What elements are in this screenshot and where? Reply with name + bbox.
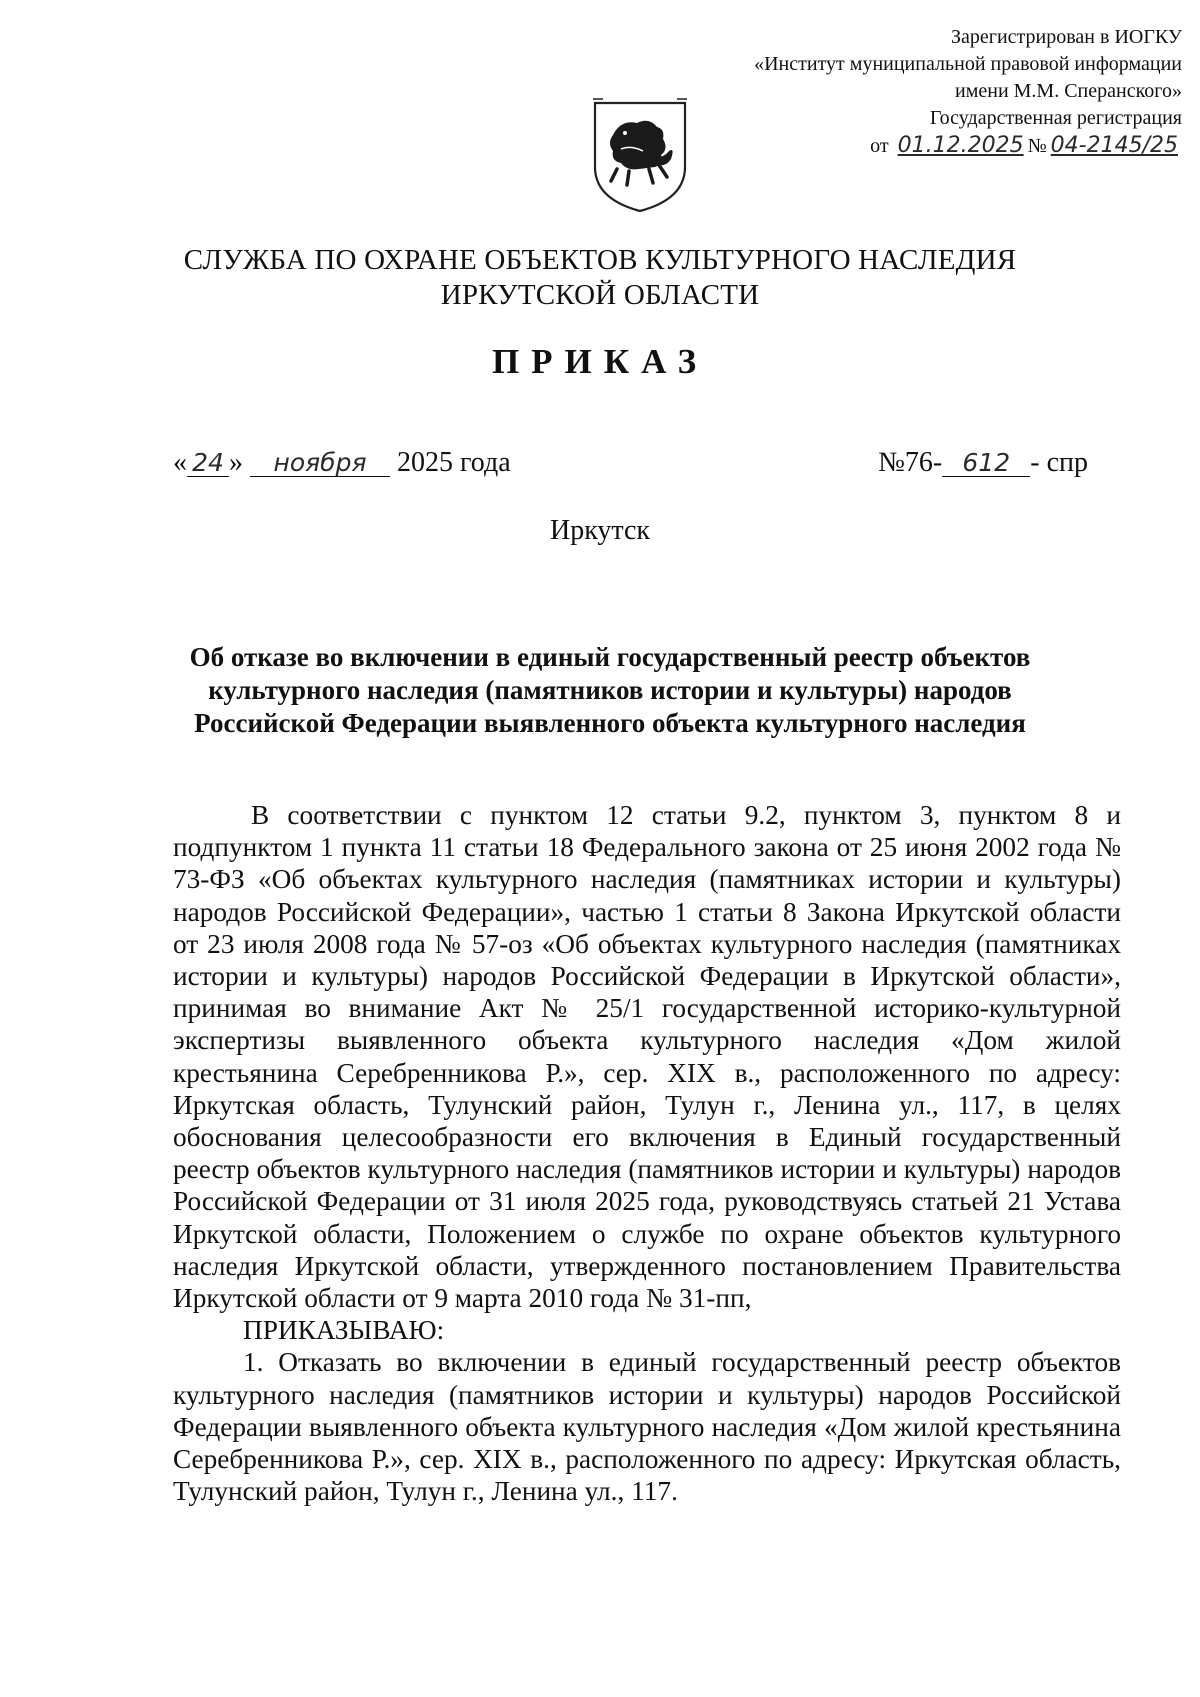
order-day: 24 — [187, 450, 229, 477]
order-month: ноября — [250, 450, 390, 477]
registration-line: «Институт муниципальной правовой информации — [754, 53, 1182, 75]
registration-from-label: от — [870, 135, 889, 157]
registration-number: 04-2145/25 — [1050, 133, 1178, 158]
registration-date: 01.12.2025 — [897, 133, 1024, 158]
registration-line: Государственная регистрация — [929, 107, 1182, 129]
order-number-suffix: - спр — [1030, 447, 1088, 478]
date-quote-open: « — [173, 447, 187, 478]
document-title: Об отказе во включении в единый государственный реестр объектов культурного наследия (памятников истории и культуры) народов Российской Федерации выявленного объекта культурного наследия — [189, 642, 1031, 738]
date-quote-close: » — [229, 447, 243, 478]
order-word: ПРИКАЗЫВАЮ: — [243, 1315, 445, 1346]
order-date — [173, 447, 511, 479]
order-number — [878, 447, 1088, 479]
coat-of-arms-icon — [591, 97, 689, 215]
registration-number-label: № — [1027, 135, 1047, 157]
preamble-paragraph: В соответствии с пунктом 12 статьи 9.2, пунктом 3, пунктом 8 и подпунктом 1 пункта 11 статьи 18 Федерального закона от 25 июня 2002 года № 73-ФЗ «Об объектах культурного наследия (памятниках истории и культуры) народов Российской Федерации», частью 1 статьи 8 Закона Иркутской области от 23 июля 2008 года № 57-оз «Об объектах культурного наследия (памятниках истории и культуры) народов Российской Федерации в Иркутской области», принимая во внимание Акт № 25/1 государственной историко-культурной экспертизы выявленного объекта культурного наследия «Дом жилой крестьянина Серебренникова Р.», сер. XIX в., расположенного по адресу: Иркутская область, Тулунский район, Тулун г., Ленина ул., 117, в целях обоснования целесообразности его включения в Единый государственный реестр объектов культурного наследия (памятников истории и культуры) народов Российской Федерации от 31 июля 2025 года, руководствуясь статьей 21 Устава Иркутской области, Положением о службе по охране объектов культурного наследия Иркутской области, утвержденного постановлением Правительства Иркутской области от 9 марта 2010 года № 31-пп, — [173, 800, 1121, 1314]
order-item-1: 1. Отказать во включении в единый государственный реестр объектов культурного наследия (памятников истории и культуры) народов Российской Федерации выявленного объекта культурного наследия «Дом жилой крестьянина Серебренникова Р.», сер. XIX в., расположенного по адресу: Иркутская область, Тулунский район, Тулун г., Ленина ул., 117. — [173, 1347, 1121, 1507]
order-year: 2025 года — [397, 447, 511, 478]
order-number-handwritten: 612 — [942, 450, 1030, 477]
agency-name — [0, 243, 1200, 313]
registration-line: имени М.М. Сперанского» — [955, 80, 1182, 102]
registration-date-number — [702, 132, 1182, 160]
agency-name-line: ИРКУТСКОЙ ОБЛАСТИ — [440, 279, 760, 311]
city: Иркутск — [549, 515, 651, 546]
registration-stamp — [702, 24, 1182, 160]
registration-line: Зарегистрирован в ИОГКУ — [951, 26, 1182, 48]
agency-name-line: СЛУЖБА ПО ОХРАНЕ ОБЪЕКТОВ КУЛЬТУРНОГО НАСЛЕДИЯ — [183, 244, 1017, 276]
document-body — [173, 799, 1121, 1507]
document-type: ПРИКАЗ — [491, 342, 709, 381]
order-number-prefix: №76- — [878, 447, 943, 478]
